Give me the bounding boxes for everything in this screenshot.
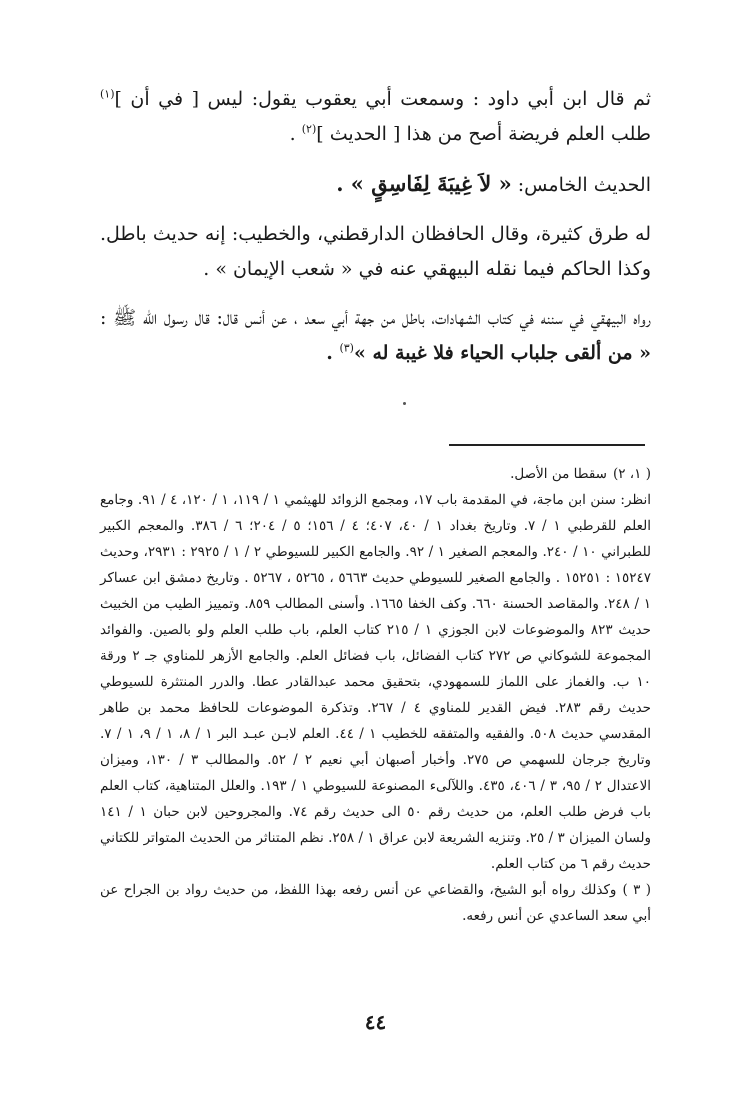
footnote-ref-2: (٢) <box>301 122 317 136</box>
paragraph-1 <box>100 82 651 152</box>
footnote-ref-1: (١) <box>100 87 115 101</box>
footnote-ref-3: (٣) <box>339 341 354 355</box>
paragraph-3: له طرق كثيرة، وقال الحافظان الدارقطني، والخطيب: إنه حديث باطل. وكذا الحاكم فيما نقله البيهقي عنه في « شعب الإيمان » . <box>100 223 651 280</box>
paragraph-4-end: . <box>326 342 340 364</box>
paragraph-4-text: رواه البيهقي في سننه في كتاب الشهادات، باطل من جهة أبي سعد ، عن أنس قال: قال رسول الله ﷺ : <box>100 307 651 329</box>
paragraph-2 <box>100 166 651 203</box>
hadith-text-2: « من ألقى جلباب الحياء فلا غيبة له » <box>353 342 651 364</box>
paragraph-4 <box>100 301 651 371</box>
footnote-1-2-text: سقطا من الأصل. <box>510 466 607 482</box>
page-number: ٤٤ <box>364 1010 387 1034</box>
footnote-1-2-body: انظر: سنن ابن ماجة، في المقدمة باب ١٧، ومجمع الزوائد للهيثمي ١ / ١١٩، ١ / ١٢٠، ٤ / ٩١. وجامع العلم للقرطبي ١ / ٧. وتاريخ بغداد ١ / ٤٠، ٤٠٧؛ ٤ / ١٥٦؛ ٥ / ٢٠٤؛ ٦ / ٣٨٦. والمعجم الكبير للطبراني ١٠ / ٢٤٠. والمعجم الصغير ١ / ٩٢. والجامع الكبير للسيوطي ٢ / ١ / ٢٩٢٥ : ٢٩٣١، وحديث ١٥٢٤٧ : ١٥٢٥١ . والجامع الصغير للسيوطي حديث ٥٦٦٣ ، ٥٢٦٥ ، ٥٢٦٧ . وتاريخ دمشق ابن عساكر ١ / ٢٤٨. والمقاصد الحسنة ٦٦٠. وكف الخفا ١٦٦٥. وأسنى المطالب ٨٥٩. وتمييز الطيب من الخبيث حديث ٨٢٣ والموضوعات لابن الجوزي ١ / ٢١٥ كتاب العلم، باب طلب العلم ولو بالصين. والفوائد المجموعة للشوكاني ص ٢٧٢ كتاب الفضائل، باب فضائل العلم. والجامع الأزهر للمناوي جـ ٢ ورقة ١٠ ب. والغماز على اللماز للسمهودي، بتحقيق محمد عبدالقادر عطا. والدرر المنتثرة للسيوطي حديث رقم ٢٨٣. فيض القدير للمناوي ٤ / ٢٦٧. وتذكرة الموضوعات للحافظ محمد بن طاهر المقدسي حديث ٥٠٨. والفقيه والمتفقه للخطيب ١ / ٤٤. العلم لابـن عبـد البر ١ / ٨، ١ / ٩، ١ / ٧. وتاريخ جرجان للسهمي ص ٢٧٥. وأخبار أصبهان أبي نعيم ٢ / ٥٢. والمطالب ٣ / ١٣٠، وميزان الاعتدال ٢ / ٩٥، ٣ / ٤٠٦، ٤٣٥. واللآلىء المصنوعة للسيوطي ١ / ١٩٣. والعلل المتناهية، كتاب العلم باب فرض طلب العلم، من حديث رقم ٥٠ الى حديث رقم ٧٤. والمجروحين لابن حبان ١ / ١٤١ ولسان الميزان ٣ / ٢٥. وتنزيه الشريعة لابن عراق ١ / ٢٥٨. نظم المتناثر من الحديث المتواتر للكتاني حديث رقم ٦ من كتاب العلم. <box>100 492 652 872</box>
footnote-3-number: ( ٣ ) <box>622 882 652 898</box>
footnote-3-text: وكذلك رواه أبو الشيخ، والقضاعي عن أنس رفعه بهذا اللفظ، من حديث رواد بن الجراح عن أبي سعد الساعدي عن أنس رفعه. <box>100 882 651 924</box>
hadith-text-1: « لاَ غِيبَةَ لِفَاسِقٍ » . <box>336 171 512 196</box>
footnote-1-2 <box>100 461 651 487</box>
stray-dot <box>403 402 406 405</box>
footnote-3 <box>100 877 651 929</box>
paragraph-1-end: . <box>289 123 302 145</box>
paragraph-1-text-b: طلب العلم فريضة أصح من هذا [ الحديث ] <box>316 123 651 145</box>
paragraph-1-text-a: ثم قال ابن أبي داود : وسمعت أبي يعقوب يقول: ليس [ في أن ] <box>114 88 651 110</box>
footnote-1-2-number: ( ١، ٢) <box>612 466 651 482</box>
footnote-separator <box>449 444 645 446</box>
footnotes <box>100 461 651 929</box>
hadith-label: الحديث الخامس: <box>511 174 651 196</box>
main-text <box>100 82 651 371</box>
